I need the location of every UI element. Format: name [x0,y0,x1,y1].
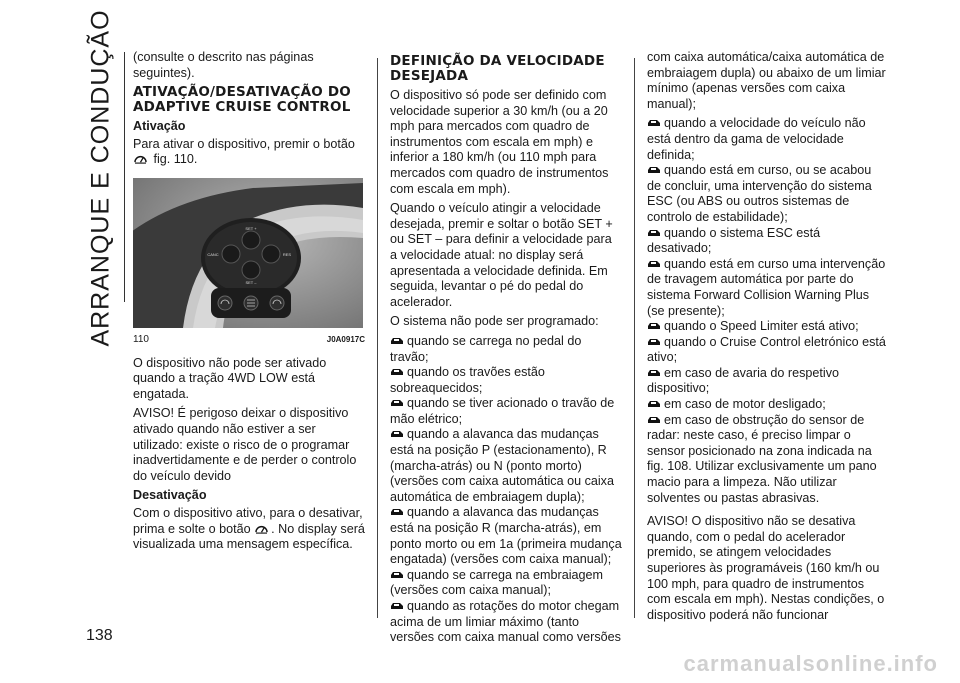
car-bullet-icon [390,336,404,346]
set-minus-label: SET – [245,279,257,285]
list-item-text: quando está em curso uma intervenção de travagem automática por parte do sistema Forward Collision Warning Plus (se presente); [647,256,886,318]
list-item-text: quando se tiver acionado o travão de mão elétrico; [390,396,615,426]
subheading-activation: Ativação [133,119,186,134]
list-item [647,116,887,163]
car-bullet-icon [390,507,404,517]
car-bullet-icon [390,601,404,611]
activation-text: Para ativar o dispositivo, premir o botão fig. 110. [133,136,355,167]
list-item-text: quando a alavanca das mudanças está na posição R (marcha-atrás), em ponto morto ou em 1a (primeira mudança engatada) (versões com caixa manual); [390,505,622,567]
car-bullet-icon [647,165,661,175]
list-item [390,599,622,646]
car-bullet-icon [647,368,661,378]
column-2 [390,50,622,646]
list-item-text: quando a velocidade do veículo não está dentro da gama de velocidade definida; [647,116,866,162]
set-plus-label: SET + [245,225,257,231]
section-heading-speed: DEFINIÇÃO DA VELOCIDADE DESEJADA [390,53,605,84]
list-item [390,568,622,599]
list-item [647,226,887,257]
paragraph-warning: AVISO! É perigoso deixar o dispositivo ativado quando não estiver a ser utilizado: existe o risco de o programar inadvertidamente e de perder o controlo do veículo devido [133,406,357,483]
column-divider [634,58,635,618]
column-1 [133,50,365,557]
car-bullet-icon [647,337,661,347]
list-item-text: quando se carrega na embraiagem (versões com caixa manual); [390,567,604,598]
list-item [390,396,622,427]
paragraph-speed-range: O dispositivo só pode ser definido com velocidade superior a 30 km/h (ou a 20 mph para mercados com quadro de instrumentos com escala em mph) e inferior a 180 km/h (ou 110 mph para mercados com quadro de instrumentos com escala em mph). [390,88,609,196]
car-bullet-icon [390,367,404,377]
list-item-text: quando o Speed Limiter está ativo; [664,319,859,334]
car-bullet-icon [390,429,404,439]
list-item [390,365,622,396]
section-heading-activation: ATIVAÇÃO/DESATIVAÇÃO DO ADAPTIVE CRUISE CONTROL [133,84,351,116]
deactivation-text: Com o dispositivo ativo, para o desativar, prima e solte o botão . No display será visualizada uma mensagem específica. [133,505,365,552]
list-item-text: quando a alavanca das mudanças está na posição P (estacionamento), R (marcha-atrás) ou N (ponto morto) (versões com caixa automática ou caixa automática de embraiagem dupla); [390,427,614,504]
paragraph-warning-speed: AVISO! O dispositivo não se desativa quando, com o pedal do acelerador premido, se atingem velocidades superiores às programáveis (160 km/h ou 100 mph, para quadro de instrumentos com escala em mph). Nestas condições, o dispositivo poderá não funcionar [647,514,885,622]
list-item [647,413,887,507]
list-item-text: em caso de motor desligado; [664,397,826,412]
list-item-text: quando os travões estão sobreaquecidos; [390,365,545,395]
figure-number: 110 [133,333,149,345]
paragraph-cannot-program: O sistema não pode ser programado: [390,314,599,329]
list-item [647,335,887,366]
condition-list [390,334,622,646]
column-divider [377,58,378,618]
list-item-text: quando está em curso, ou se acabou de concluir, uma intervenção do sistema ESC (ou ABS ou outros sistemas de controlo de estabilidade); [647,163,872,224]
res-label: RES [282,251,292,257]
chapter-title-text: ARRANQUE E CONDUÇÃO [86,8,115,347]
speedometer-cruise-icon [254,523,269,534]
paragraph-4wd: O dispositivo não pode ser ativado quando a tração 4WD LOW está engatada. [133,355,327,401]
list-item-text: quando o Cruise Control eletrónico está ativo; [647,334,886,365]
chapter-divider [124,52,125,302]
speedometer-cruise-icon [133,153,148,164]
intro-text: (consulte o descrito nas páginas seguintes). [133,50,314,80]
page-number: 138 [86,627,113,644]
car-bullet-icon [390,570,404,580]
list-item [647,366,887,397]
car-bullet-icon [647,259,661,269]
figure-code: J0A0917C [326,334,365,344]
cancel-label: CANC [207,251,219,257]
list-item [647,257,887,319]
list-item-text: em caso de avaria do respetivo dispositivo; [647,365,840,396]
watermark: carmanualsonline.info [683,651,938,676]
car-bullet-icon [647,118,661,128]
list-item-text: quando se carrega no pedal do travão; [390,333,582,364]
list-item-text: em caso de obstrução do sensor de radar: neste caso, é preciso limpar o sensor posicionado na zona indicada na fig. 108. Utilizar exclusivamente um pano macio para a limpeza. Não utilizar solventes ou pastas abrasivas. [647,412,877,505]
car-bullet-icon [390,398,404,408]
paragraph-set-speed: Quando o veículo atingir a velocidade desejada, premir e soltar o botão SET + ou SET – para definir a velocidade para a velocidade atual: no display será apresentada a velocidade definida. Em seguida, levantar o pé do pedal do acelerador. [390,201,613,309]
list-item [390,334,622,365]
list-item [647,397,887,413]
figure-caption [133,332,365,348]
steering-wheel-photo [133,178,363,328]
list-item [390,427,622,505]
chapter-title [85,8,117,347]
list-item [647,163,887,225]
car-bullet-icon [647,415,661,425]
car-bullet-icon [647,399,661,409]
steering-wheel-figure [133,178,363,328]
car-bullet-icon [647,321,661,331]
continuation-text: com caixa automática/caixa automática de embraiagem dupla) ou abaixo de um limiar mínimo (apenas versões com caixa manual); [647,50,886,111]
list-item-text: quando as rotações do motor chegam acima de um limiar máximo (tanto versões com caixa manual como versões [390,599,621,645]
subheading-deactivation: Desativação [133,488,207,503]
list-item [647,319,887,335]
list-item [390,505,622,567]
list-item-text: quando o sistema ESC está desativado; [647,225,821,256]
car-bullet-icon [647,228,661,238]
condition-list [647,116,887,506]
column-3 [647,50,887,627]
